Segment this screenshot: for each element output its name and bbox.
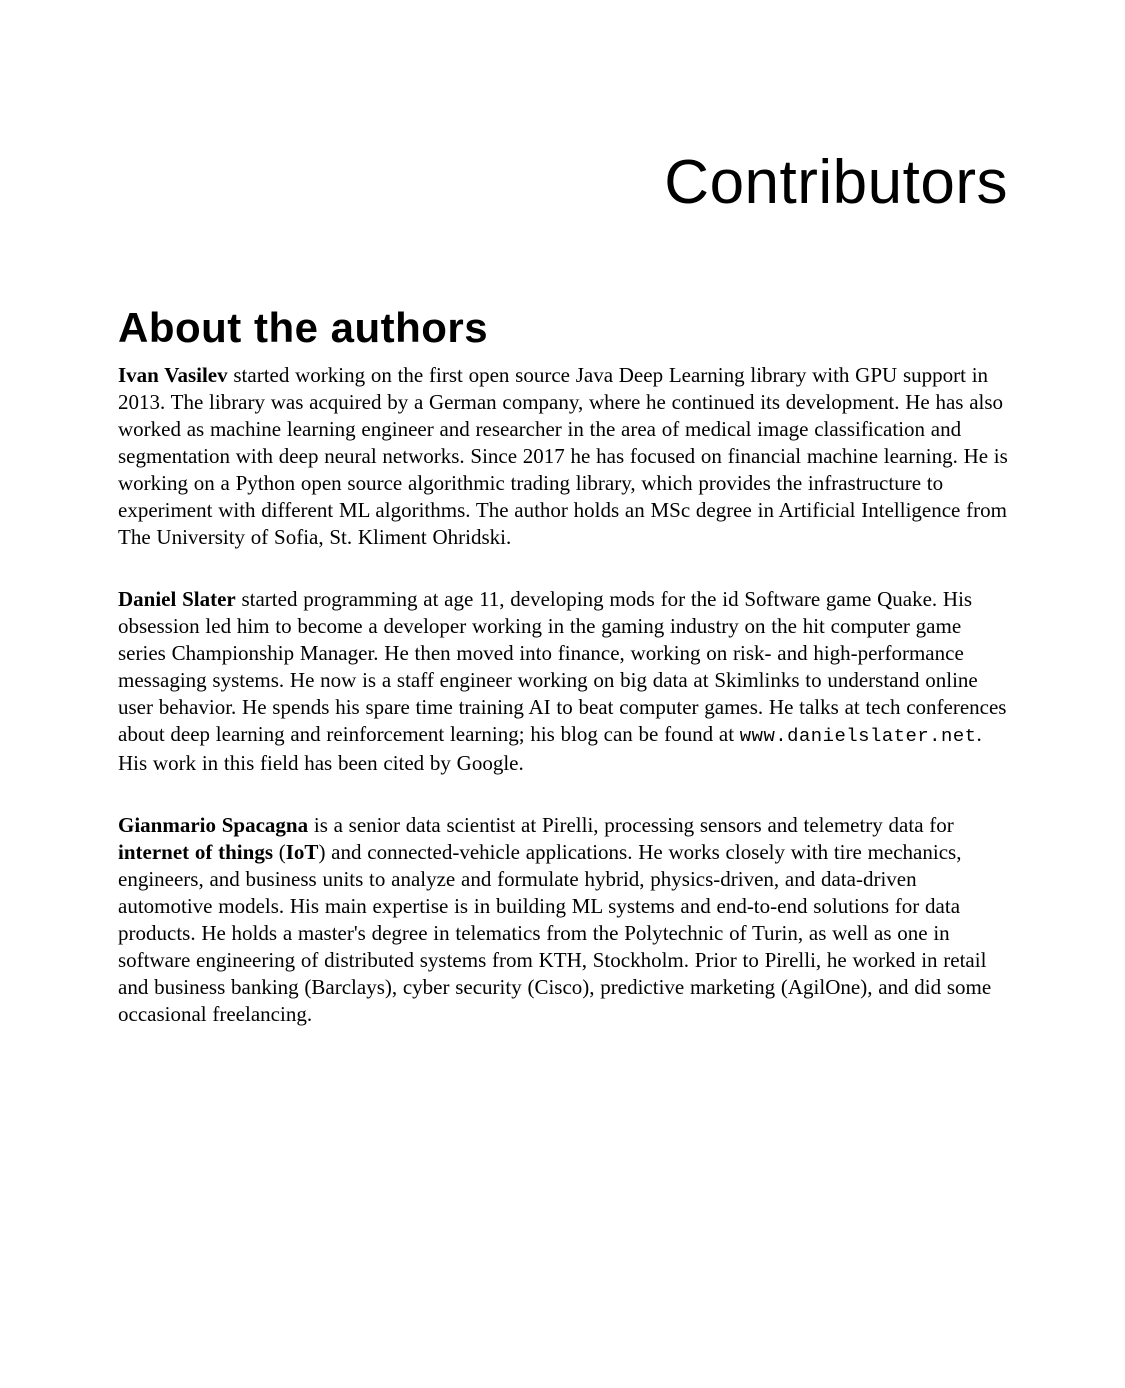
author-name: Gianmario Spacagna	[118, 813, 309, 837]
bold-term: IoT	[285, 840, 319, 864]
author-name: Ivan Vasilev	[118, 363, 228, 387]
text-run: (	[273, 840, 286, 864]
bold-term: internet of things	[118, 840, 273, 864]
author-bio	[118, 812, 1008, 1028]
text-run: started programming at age 11, developing mods for the id Software game Quake. His obsession led him to become a developer working in the gaming industry on the hit computer game series Championship Manager. He then moved into finance, working on risk- and high-performance messaging systems. He now is a staff engineer working on big data at Skimlinks to understand online user behavior. He spends his spare time training AI to beat computer games. He talks at tech conferences about deep learning and reinforcement learning; his blog can be found at	[118, 587, 1007, 746]
text-run: is a senior data scientist at Pirelli, processing sensors and telemetry data for	[308, 813, 954, 837]
author-bios	[118, 362, 1008, 1028]
author-bio	[118, 362, 1008, 551]
text-run: ) and connected-vehicle applications. He works closely with tire mechanics, engineers, and business units to analyze and formulate hybrid, physics-driven, and data-driven automotive models. His main expertise is in building ML systems and end-to-end solutions for data products. He holds a master's degree in telematics from the Polytechnic of Turin, as well as one in software engineering of distributed systems from KTH, Stockholm. Prior to Pirelli, he worked in retail and business banking (Barclays), cyber security (Cisco), predictive marketing (AgilOne), and did some occasional freelancing.	[118, 840, 992, 1026]
page-title: Contributors	[664, 148, 1008, 217]
author-bio	[118, 586, 1008, 777]
text-run: started working on the first open source Java Deep Learning library with GPU support in 2013. The library was acquired by a German company, where he continued its development. He has also worked as machine learning engineer and researcher in the area of medical image classification and segmentation with deep neural networks. Since 2017 he has focused on financial machine learning. He is working on a Python open source algorithmic trading library, which provides the infrastructure to experiment with different ML algorithms. The author holds an MSc degree in Artificial Intelligence from The University of Sofia, St. Kliment Ohridski.	[118, 363, 1008, 549]
author-name: Daniel Slater	[118, 587, 236, 611]
text-run: . His work in this field has been cited by Google.	[118, 722, 982, 775]
url-text: www.danielslater.net	[739, 725, 977, 747]
section-heading: About the authors	[118, 304, 489, 351]
